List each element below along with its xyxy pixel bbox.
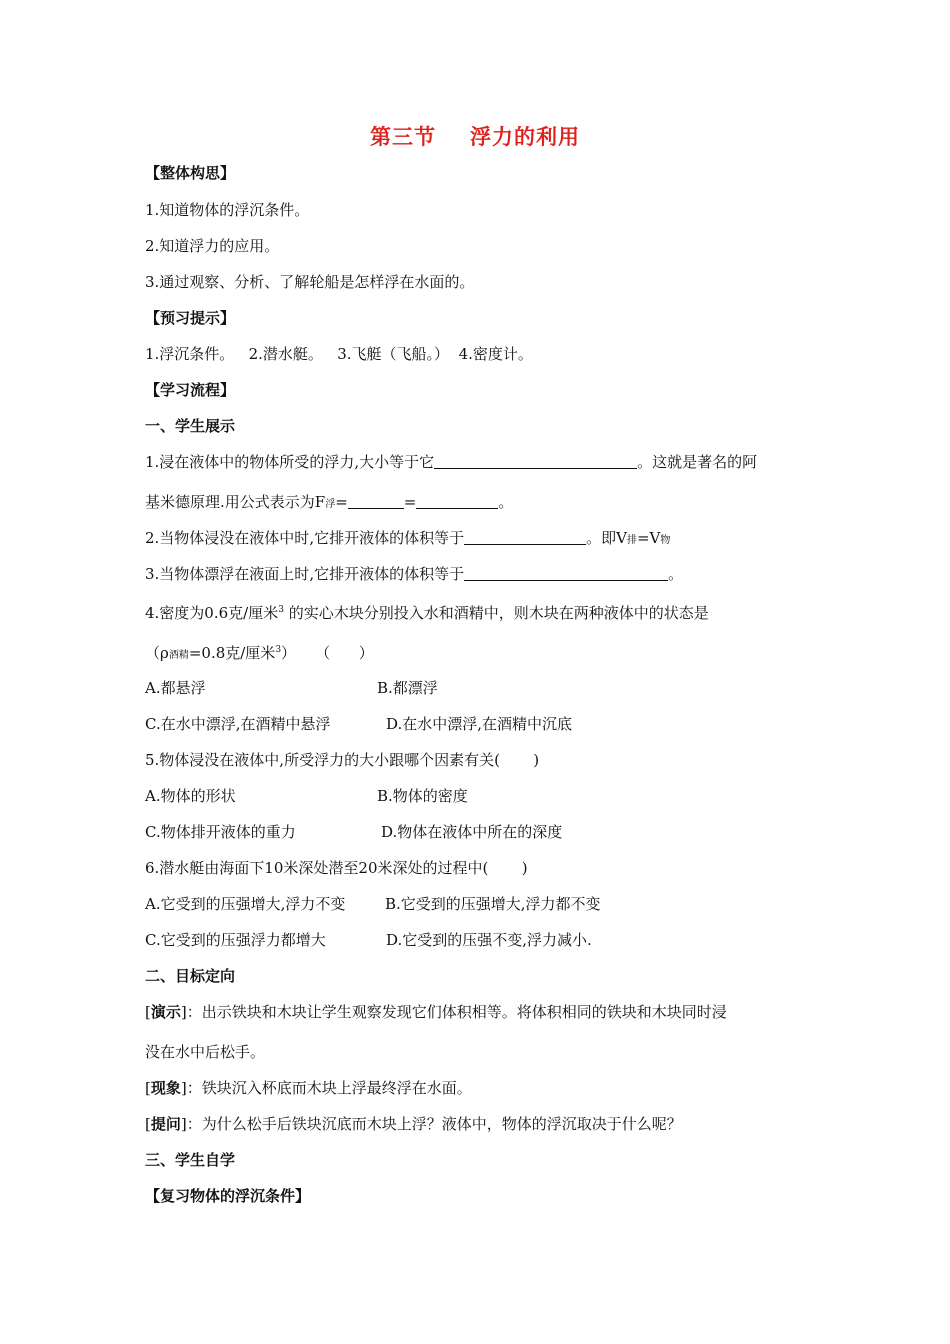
heading-preview: 【预习提示】 [145, 309, 236, 327]
q1-eq2: = [403, 493, 417, 511]
demo-label: 演示 [150, 1003, 181, 1021]
q4-sub-alcohol: 酒精 [168, 650, 189, 661]
q4-option-a: A.都悬浮 [145, 679, 206, 697]
q5-option-a: A.物体的形状 [145, 787, 236, 805]
question-5: 5.物体浸没在液体中,所受浮力的大小跟哪个因素有关( ) [145, 751, 540, 769]
q2-text: 2.当物体浸没在液体中时,它排开液体的体积等于 [145, 529, 465, 547]
heading-self-study: 三、学生自学 [145, 1151, 236, 1169]
question-1-line-2 [145, 492, 513, 515]
q4-option-c: C.在水中漂浮,在酒精中悬浮 [145, 715, 331, 733]
demo-line-2: 没在水中后松手。 [145, 1043, 266, 1061]
q6-option-b: B.它受到的压强增大,浮力都不变 [385, 895, 601, 913]
phenomenon-text: ：铁块沉入杯底而木块上浮最终浮在水面。 [186, 1079, 472, 1097]
q4-sup-2: 3 [275, 645, 282, 655]
q2-mid: =V [636, 529, 661, 547]
phenomenon-line: [现象]：铁块沉入杯底而木块上浮最终浮在水面。 [145, 1079, 472, 1097]
q2-sub-displaced: 排 [626, 535, 637, 546]
q2-text-end: 。即V [586, 529, 627, 547]
page-title [0, 121, 950, 151]
q3-end: 。 [668, 565, 684, 583]
heading-learning-flow: 【学习流程】 [145, 381, 236, 399]
q1-end: 。 [498, 493, 514, 511]
q5-option-d: D.物体在液体中所在的深度 [381, 823, 563, 841]
q1-formula-blank-1[interactable] [348, 494, 404, 509]
q2-sub-object: 物 [660, 535, 671, 546]
question-2 [145, 528, 670, 551]
q4-option-d: D.在水中漂浮,在酒精中沉底 [386, 715, 573, 733]
question-4-line-1 [145, 600, 709, 623]
q1-text-end: 。这就是著名的阿 [637, 453, 758, 471]
phenomenon-label: 现象 [150, 1079, 181, 1097]
q4-open: （ρ [145, 644, 169, 662]
goal-item-1: 1.知道物体的浮沉条件。 [145, 201, 310, 219]
q4-option-b: B.都漂浮 [377, 679, 438, 697]
q6-option-d: D.它受到的压强不变,浮力减小. [386, 931, 592, 949]
q1-formula-blank-2[interactable] [416, 494, 498, 509]
q4-text: 4.密度为0.6克/厘米 [145, 604, 279, 622]
q6-option-a: A.它受到的压强增大,浮力不变 [145, 895, 346, 913]
question-3 [145, 564, 683, 584]
q4-answer-paren: ） （ ） [281, 644, 374, 662]
goal-item-2: 2.知道浮力的应用。 [145, 237, 280, 255]
q5-option-b: B.物体的密度 [377, 787, 468, 805]
question-6: 6.潜水艇由海面下10米深处潜至20米深处的过程中( ) [145, 859, 528, 877]
q3-blank[interactable] [464, 566, 668, 581]
q3-text: 3.当物体漂浮在液面上时,它排开液体的体积等于 [145, 565, 465, 583]
goal-item-3: 3.通过观察、分析、了解轮船是怎样浮在水面的。 [145, 273, 475, 291]
heading-goal-orientation: 二、目标定向 [145, 967, 236, 985]
q4-sup: 3 [278, 605, 284, 615]
heading-overall-idea: 【整体构思】 [145, 164, 236, 182]
title-topic: 浮力的利用 [470, 125, 580, 149]
q1-text: 1.浸在液体中的物体所受的浮力,大小等于它 [145, 453, 435, 471]
preview-text: 1.浮沉条件。 2.潜水艇。 3.飞艇（飞船。） 4.密度计。 [145, 345, 533, 363]
q2-blank[interactable] [464, 530, 586, 545]
question-4-line-2 [145, 640, 374, 666]
q4-text-2: 的实心木块分别投入水和酒精中，则木块在两种液体中的状态是 [283, 604, 709, 622]
q5-option-c: C.物体排开液体的重力 [145, 823, 296, 841]
demo-line-1: [演示]：出示铁块和木块让学生观察发现它们体积相等。将体积相同的铁块和木块同时浸 [145, 1003, 727, 1021]
question-ask-line: [提问]：为什么松手后铁块沉底而木块上浮？液体中，物体的浮沉取决于什么呢？ [145, 1115, 682, 1133]
q1-eq: = [335, 493, 348, 511]
heading-student-show: 一、学生展示 [145, 417, 236, 435]
q1-formula-text: 基米德原理.用公式表示为F [145, 493, 326, 511]
q1-sub-float: 浮 [325, 499, 336, 510]
ask-label: 提问 [150, 1115, 181, 1133]
demo-text: ：出示铁块和木块让学生观察发现它们体积相等。将体积相同的铁块和木块同时浸 [186, 1003, 727, 1021]
question-1-line-1 [145, 452, 757, 472]
heading-review-conditions: 【复习物体的浮沉条件】 [145, 1187, 311, 1205]
title-section: 第三节 [370, 125, 436, 149]
q4-val: =0.8克/厘米 [188, 644, 276, 662]
ask-text: ：为什么松手后铁块沉底而木块上浮？液体中，物体的浮沉取决于什么呢？ [186, 1115, 682, 1133]
q6-option-c: C.它受到的压强浮力都增大 [145, 931, 326, 949]
q1-blank[interactable] [434, 454, 637, 469]
